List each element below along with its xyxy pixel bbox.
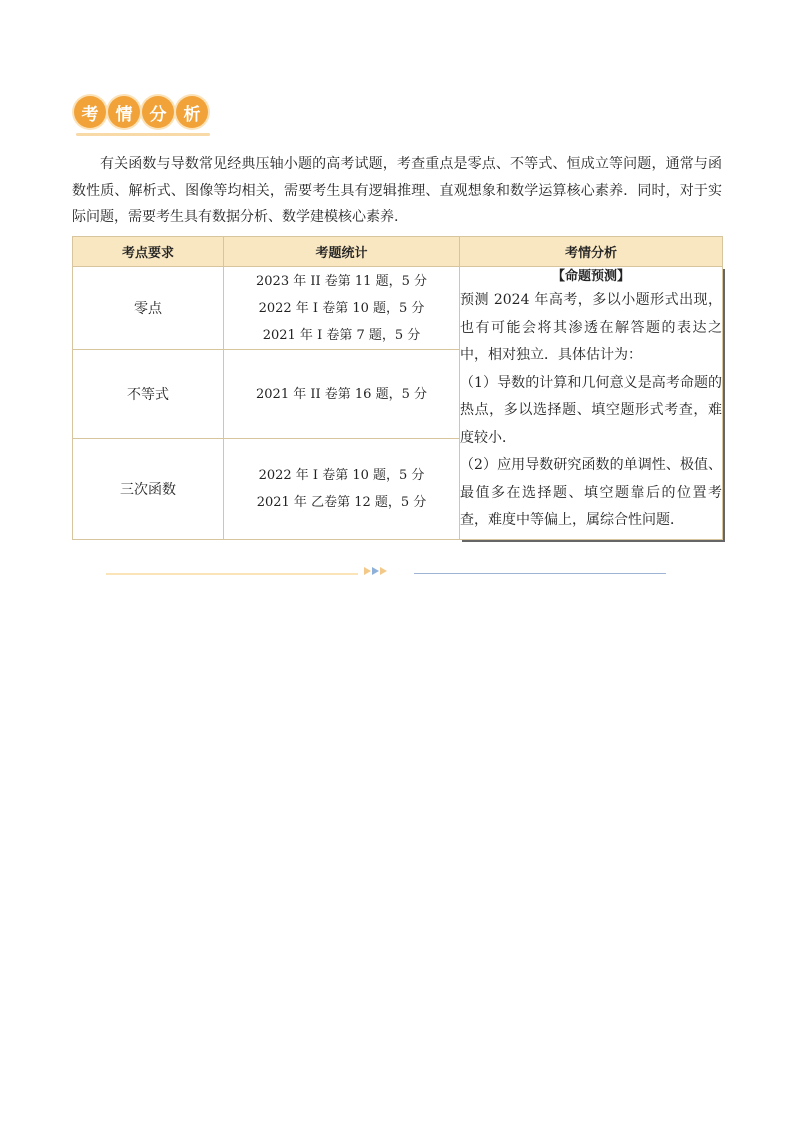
requirement-cell: 不等式 [73,350,224,439]
requirement-cell: 三次函数 [73,439,224,540]
analysis-cell [460,267,723,540]
stats-cell [224,439,460,540]
header-stats: 考题统计 [224,237,460,267]
stat-line: 2022 年 I 卷第 10 题，5 分 [258,468,425,483]
arrow-icon [380,567,387,575]
stat-line: 2021 年 II 卷第 16 题，5 分 [256,386,427,402]
table-row [73,267,723,350]
stat-line: 2022 年 I 卷第 10 题，5 分 [258,300,425,316]
badge-char: 情 [108,96,140,128]
header-requirement: 考点要求 [73,237,224,267]
prediction-point-2: （2）应用导数研究函数的单调性、极值、最值多在选择题、填空题靠后的位置考查，难度中等偏上，属综合性问题． [460,457,722,528]
badge-char: 考 [74,96,106,128]
badge-char: 析 [176,96,208,128]
requirement-cell: 零点 [73,267,224,350]
stat-line: 2023 年 II 卷第 11 题，5 分 [256,273,427,289]
stat-line: 2021 年 乙卷第 12 题，5 分 [256,495,427,510]
arrow-icon [364,567,371,575]
badge-char: 分 [142,96,174,128]
exam-analysis-table [72,236,723,540]
header-analysis: 考情分析 [460,237,723,267]
divider-right [414,573,666,574]
intro-paragraph: 有关函数与导数常见经典压轴小题的高考试题，考查重点是零点、不等式、恒成立等问题，通常与函数性质、解析式、图像等均相关，需要考生具有逻辑推理、直观想象和数学运算核心素养．同时，对于实际问题，需要考生具有数据分析、数学建模核心素养. [72,156,722,225]
badge-underline [76,133,210,136]
table-header-row [73,237,723,267]
stats-cell [224,350,460,439]
arrow-icon [372,567,379,575]
stats-cell [224,267,460,350]
prediction-title: 【命题预测】 [551,269,630,284]
prediction-body: 预测 2024 年高考，多以小题形式出现，也有可能会将其渗透在解答题的表达之中，相对独立．具体估计为： [460,292,722,363]
divider-left [106,573,358,575]
section-badge [74,96,208,128]
stat-line: 2021 年 I 卷第 7 题，5 分 [262,327,421,343]
prediction-point-1: （1）导数的计算和几何意义是高考命题的热点，多以选择题、填空题形式考查，难度较小． [460,374,722,446]
divider-arrows-icon [364,567,387,575]
